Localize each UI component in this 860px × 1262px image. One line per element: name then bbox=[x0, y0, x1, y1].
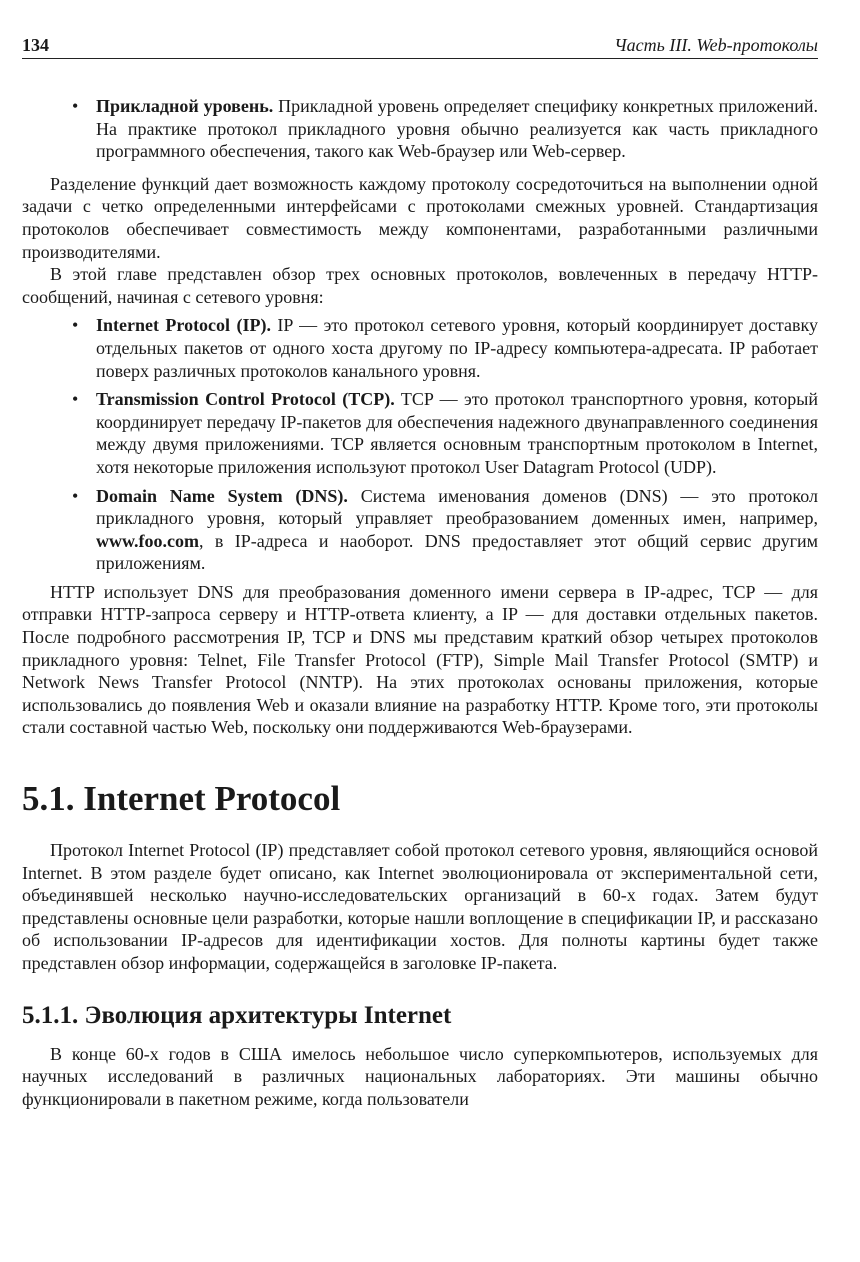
bullet-term: Transmission Control Protocol (TCP). bbox=[96, 389, 395, 410]
list-item bbox=[22, 485, 818, 575]
page-header bbox=[22, 30, 818, 59]
bullet-term: Internet Protocol (IP). bbox=[96, 315, 271, 336]
subsection-title: 5.1.1. Эволюция архитектуры Internet bbox=[22, 1001, 452, 1029]
bullet-term: Прикладной уровень. bbox=[96, 96, 274, 116]
domain-example: www.foo.com bbox=[96, 530, 199, 551]
paragraph: Разделение функций дает возможность каждому протоколу сосредоточиться на выполнении одной задачи с четко определенными интерфейсами с протоколами смежных уровней. Стандартизация протоколов обеспечивает совместимость между компонентами, разработанными различными производителями. bbox=[22, 173, 818, 262]
bullet-text: Прикладной уровень определяет специфику конкретных приложений. На практике протокол прикладного уровня обычно реализуется как часть прикладного программного обеспечения, такого как Web-браузер или Web-сервер. bbox=[96, 96, 818, 162]
bullet-text: TCP — это протокол транспортного уровня, который координирует передачу IP-пакетов для обеспечения надежного двунаправленного соединения между двумя приложениями. TCP является основным транспортным протоколом в Internet, хотя некоторые приложения используют протокол User Datagram Protocol (UDP). bbox=[96, 389, 818, 477]
bullet-text: Система именования доменов (DNS) — это протокол прикладного уровня, который управляет преобразованием доменных имен, например, bbox=[96, 485, 818, 529]
list-item bbox=[22, 95, 818, 163]
bullet-dot: • bbox=[72, 485, 79, 506]
section-title: 5.1. Internet Protocol bbox=[22, 779, 341, 819]
bullet-text: IP — это протокол сетевого уровня, который координирует доставку отдельных пакетов от одного хоста другому по IP-адресу компьютера-адресата. IP работает поверх различных протоколов канального уровня. bbox=[96, 315, 818, 381]
paragraph: В этой главе представлен обзор трех основных протоколов, вовлеченных в передачу HTTP-сообщений, начиная с сетевого уровня: bbox=[22, 264, 818, 307]
bullet-term: Domain Name System (DNS). bbox=[96, 485, 348, 506]
list-item bbox=[22, 388, 818, 478]
paragraph: В конце 60-х годов в США имелось небольшое число суперкомпьютеров, используемых для научных исследований в различных национальных лабораториях. Эти машины обычно функционировали в пакетном режиме, когда пользователи bbox=[22, 1043, 818, 1109]
bullet-list-protocols bbox=[22, 314, 818, 575]
paragraph: Протокол Internet Protocol (IP) представляет собой протокол сетевого уровня, являющийся основой Internet. В этом разделе будет описано, как Internet эволюционировала от экспериментальной сети, объединявшей несколько научно-исследовательских организаций в 60-х годах. Затем будут представлены основные цели разработки, которые нашли воплощение в спецификации IP, и рассказано об использовании IP-адресов для идентификации хостов. Для полноты картины будет также представлен обзор информации, содержащейся в заголовке IP-пакета. bbox=[22, 840, 818, 973]
bullet-dot: • bbox=[72, 96, 79, 116]
list-item bbox=[22, 314, 818, 382]
bullet-dot: • bbox=[72, 389, 79, 410]
bullet-dot: • bbox=[72, 315, 79, 336]
bullet-text: , в IP-адреса и наоборот. DNS предоставляет этот общий сервис другим приложениям. bbox=[96, 530, 818, 574]
running-head: Часть III. Web-протоколы bbox=[614, 35, 818, 55]
page-number: 134 bbox=[22, 35, 49, 55]
bullet-list-top bbox=[22, 95, 818, 163]
paragraph: HTTP использует DNS для преобразования доменного имени сервера в IP-адрес, TCP — для отправки HTTP-запроса серверу и HTTP-ответа клиенту, а IP — для доставки отдельных пакетов. После подробного рассмотрения IP, TCP и DNS мы представим краткий обзор четырех протоколов прикладного уровня: Telnet, File Transfer Protocol (FTP), Simple Mail Transfer Protocol (SMTP) и Network News Transfer Protocol (NNTP). На этих протоколах основаны приложения, которые использовались до появления Web и оказали влияние на разработку HTTP. Кроме того, эти протоколы стали составной частью Web, поскольку они поддерживаются Web-браузерами. bbox=[22, 581, 818, 738]
book-page bbox=[22, 30, 818, 1110]
